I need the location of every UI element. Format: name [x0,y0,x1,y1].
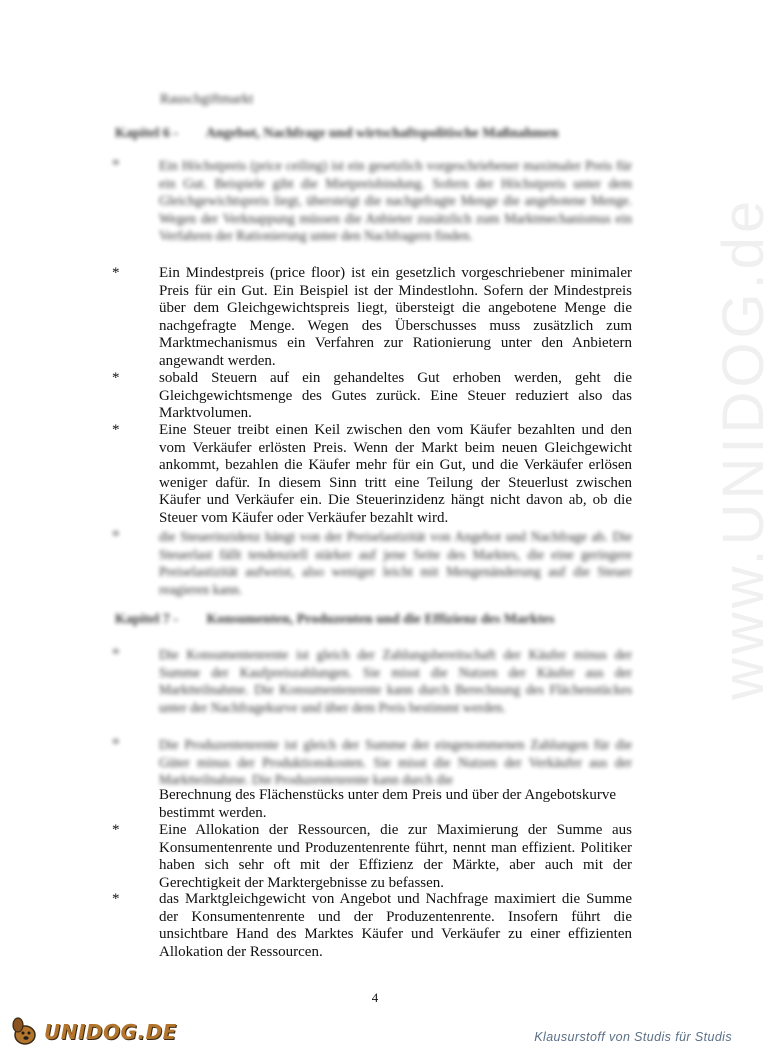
list-item-continuation: Berechnung des Flächenstücks unter dem Preis und über der Angebotskurve bestimmt werden. [159,787,616,821]
chapter-7-heading [115,612,554,628]
logo-text: UNIDOG.DE [44,1020,177,1044]
chapter-7-title: Konsumenten, Produzenten und die Effizienz des Marktes [206,612,555,627]
bullet: * [112,646,120,662]
chapter-6-number: Kapitel 6 - [115,126,178,141]
list-item-text: Eine Steuer treibt einen Keil zwischen den vom Käufer bezahlten und den vom Verkäufer erlösten Preis. Wenn der Markt beim neuen Gleichgewicht ankommt, bezahlen die Käufer mehr für ein Gut, und die Verkäufer erlösen weniger dafür. In diesem Sinn tritt eine Teilung der Steuerlust zwischen Käufer und Verkäufer ein. Die Steuerinzidenz hängt nicht davon ab, ob die Steuer vom Käufer oder Verkäufer bezahlt wird. [159,422,632,526]
footer-tagline: Klausurstoff von Studis für Studis [534,1030,732,1044]
unidog-logo[interactable] [8,1012,177,1052]
list-item [112,528,632,598]
bullet: * [112,822,120,838]
list-item-text: das Marktgleichgewicht von Angebot und Nachfrage maximiert die Summe der Konsumentenrente und der Produzentenrente. Insofern führt die unsichtbare Hand des Marktes Käufer und Verkäufer zu einer effizienten Allokation der Ressourcen. [159,891,632,960]
chapter-6-title: Angebot, Nachfrage und wirtschaftspolitische Maßnahmen [205,126,559,141]
bullet: * [112,891,120,907]
list-item-text: Ein Mindestpreis (price floor) ist ein gesetzlich vorgeschriebener minimaler Preis für ein Gut. Ein Beispiel ist der Mindestlohn. Sofern der Mindestpreis über dem Gleichgewichtspreis liegt, übersteigt die angebotene Menge die nachgefragte Menge. Wegen des Überschusses muss zusätzlich zum Marktmechanismus ein Verfahren zur Rationierung unter den Anbietern angewandt werden. [159,265,632,369]
list-item [112,891,632,961]
bullet: * [112,265,120,281]
list-item-text: Die Konsumentenrente ist gleich der Zahlungsbereitschaft der Käufer minus der Summe der Kaufpreiszahlungen. Sie misst die Nutzen der Käufer aus der Marktteilnahme. Die Konsumentenrente kann durch Berechnung des Flächenstückes unter der Nachfragekurve und über dem Preis bestimmt werden. [159,647,632,715]
dog-paw-icon [8,1013,42,1052]
list-item [112,422,632,527]
bullet: * [112,422,120,438]
list-item-text: Ein Höchstpreis (price ceiling) ist ein gesetzlich vorgeschriebener maximaler Preis für ein Gut. Beispiele gibt die Mietpreisbindung. Sofern der Höchstpreis unter dem Gleichgewichtspreis liegt, übersteigt die nachgefragte Menge die angebotene Menge. Wegen der Verknappung müssen die Anbieter zusätzlich zum Marktmechanismus ein Verfahren der Rationierung unter den Nachfragern finden. [159,158,632,243]
list-item [112,646,632,716]
bullet: * [112,157,120,173]
list-item-text: sobald Steuern auf ein gehandeltes Gut erhoben werden, geht die Gleichgewichtsmenge des Gutes zurück. Eine Steuer reduziert also das Marktvolumen. [159,370,632,421]
list-item [112,265,632,370]
list-item [112,157,632,245]
list-item-text: Eine Allokation der Ressourcen, die zur Maximierung der Summe aus Konsumentenrente und Produzentenrente führt, nennt man effizient. Politiker haben sich sehr oft mit der Effizienz der Märkte, aber auch mit der Gerechtigkeit der Marktergebnisse zu befassen. [159,822,632,891]
chapter-7-number: Kapitel 7 - [115,612,178,627]
page-number: 4 [371,990,379,1005]
section-header-line: Rauschgiftmarkt [160,92,254,107]
bullet: * [112,736,120,752]
watermark: www.UNIDOG.de [711,196,776,700]
bullet: * [112,528,120,544]
list-item-text: die Steuerinzidenz hängt von der Preiselastizität von Angebot und Nachfrage ab. Die Steuerlast fällt tendenziell stärker auf jene Seite des Marktes, die eine geringere Preiselastizität aufweist, also weniger leicht mit Mengenänderung auf die Steuer reagieren kann. [159,529,632,597]
list-item [112,736,632,789]
list-item-text: Die Produzentenrente ist gleich der Summe der eingenommenen Zahlungen für die Güter minus der Produktionskosten. Sie misst die Nutzen der Verkäufer aus der Marktteilnahme. Die Produzentenrente kann durch die [159,737,632,787]
bullet: * [112,370,120,386]
list-item [112,822,632,892]
chapter-6-heading [115,126,558,142]
list-item [112,370,632,423]
